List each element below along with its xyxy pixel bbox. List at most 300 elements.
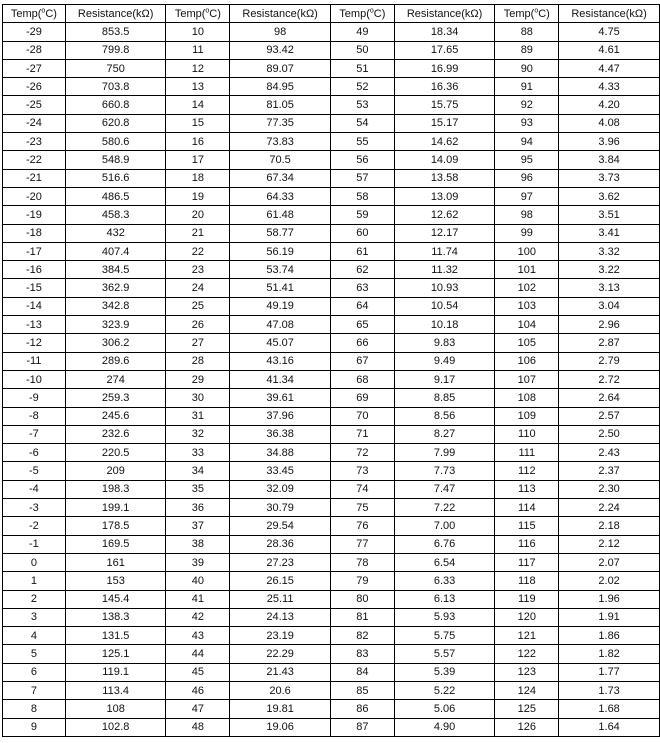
temp-cell: 6 <box>3 663 66 681</box>
table-row <box>3 608 660 626</box>
temp-cell: 12 <box>166 59 230 77</box>
temp-cell: 60 <box>330 224 394 242</box>
resistance-cell: 4.61 <box>559 41 660 59</box>
table-container <box>2 4 660 737</box>
resistance-cell: 17.65 <box>394 41 495 59</box>
resistance-cell: 362.9 <box>65 279 166 297</box>
temp-cell: -6 <box>3 444 66 462</box>
resistance-cell: 9.17 <box>394 370 495 388</box>
resistance-cell: 84.95 <box>230 78 331 96</box>
resistance-cell: 16.36 <box>394 78 495 96</box>
resistance-cell: 2.43 <box>559 444 660 462</box>
temp-cell: 72 <box>330 444 394 462</box>
resistance-cell: 11.32 <box>394 261 495 279</box>
temp-cell: -13 <box>3 316 66 334</box>
temp-cell: 73 <box>330 462 394 480</box>
resistance-cell: 1.82 <box>559 645 660 663</box>
temp-cell: 5 <box>3 645 66 663</box>
resistance-cell: 306.2 <box>65 334 166 352</box>
table-body <box>3 23 660 737</box>
temp-cell: 45 <box>166 663 230 681</box>
temp-cell: 76 <box>330 517 394 535</box>
temp-cell: 103 <box>495 297 559 315</box>
resistance-cell: 53.74 <box>230 261 331 279</box>
temp-cell: 54 <box>330 114 394 132</box>
resistance-cell: 3.62 <box>559 187 660 205</box>
temp-cell: 31 <box>166 407 230 425</box>
resistance-cell: 32.09 <box>230 480 331 498</box>
resistance-cell: 98 <box>230 23 331 41</box>
temp-cell: 40 <box>166 572 230 590</box>
temp-cell: 51 <box>330 59 394 77</box>
temp-cell: 99 <box>495 224 559 242</box>
temp-cell: 121 <box>495 627 559 645</box>
temp-cell: 11 <box>166 41 230 59</box>
resistance-cell: 3.04 <box>559 297 660 315</box>
temp-cell: 32 <box>166 425 230 443</box>
temp-cell: 37 <box>166 517 230 535</box>
header-temp-prefix: Temp( <box>339 7 370 20</box>
resistance-cell: 18.34 <box>394 23 495 41</box>
temp-cell: 58 <box>330 187 394 205</box>
temp-cell: 1 <box>3 572 66 590</box>
table-row <box>3 41 660 59</box>
temp-cell: -23 <box>3 133 66 151</box>
temp-cell: 20 <box>166 206 230 224</box>
table-row <box>3 279 660 297</box>
resistance-cell: 1.96 <box>559 590 660 608</box>
temp-cell: -19 <box>3 206 66 224</box>
resistance-cell: 1.73 <box>559 681 660 699</box>
table-row <box>3 114 660 132</box>
resistance-cell: 7.99 <box>394 444 495 462</box>
table-row <box>3 444 660 462</box>
table-row <box>3 663 660 681</box>
resistance-cell: 23.19 <box>230 627 331 645</box>
resistance-cell: 7.22 <box>394 499 495 517</box>
resistance-cell: 2.57 <box>559 407 660 425</box>
temp-cell: 63 <box>330 279 394 297</box>
temp-cell: 110 <box>495 425 559 443</box>
temp-cell: 46 <box>166 681 230 699</box>
resistance-cell: 13.09 <box>394 187 495 205</box>
resistance-cell: 2.96 <box>559 316 660 334</box>
resistance-cell: 3.13 <box>559 279 660 297</box>
temp-cell: 71 <box>330 425 394 443</box>
temp-cell: 62 <box>330 261 394 279</box>
table-row <box>3 59 660 77</box>
resistance-cell: 7.47 <box>394 480 495 498</box>
table-row <box>3 700 660 718</box>
resistance-cell: 131.5 <box>65 627 166 645</box>
resistance-cell: 22.29 <box>230 645 331 663</box>
temp-cell: 104 <box>495 316 559 334</box>
resistance-cell: 6.54 <box>394 553 495 571</box>
resistance-cell: 4.75 <box>559 23 660 41</box>
temp-cell: -29 <box>3 23 66 41</box>
resistance-cell: 1.91 <box>559 608 660 626</box>
temp-cell: 66 <box>330 334 394 352</box>
resistance-cell: 3.96 <box>559 133 660 151</box>
header-temp-suffix: C) <box>538 7 550 20</box>
table-row <box>3 572 660 590</box>
resistance-cell: 548.9 <box>65 151 166 169</box>
temp-cell: 123 <box>495 663 559 681</box>
resistance-cell: 4.20 <box>559 96 660 114</box>
temp-cell: 88 <box>495 23 559 41</box>
temp-cell: 25 <box>166 297 230 315</box>
resistance-cell: 2.30 <box>559 480 660 498</box>
temp-cell: 42 <box>166 608 230 626</box>
resistance-cell: 1.77 <box>559 663 660 681</box>
resistance-cell: 2.18 <box>559 517 660 535</box>
resistance-cell: 1.86 <box>559 627 660 645</box>
temp-cell: -1 <box>3 535 66 553</box>
table-row <box>3 462 660 480</box>
resistance-cell: 26.15 <box>230 572 331 590</box>
resistance-cell: 45.07 <box>230 334 331 352</box>
header-resistance: Resistance(kΩ) <box>394 5 495 23</box>
resistance-cell: 4.47 <box>559 59 660 77</box>
resistance-cell: 3.32 <box>559 242 660 260</box>
resistance-cell: 209 <box>65 462 166 480</box>
resistance-cell: 8.27 <box>394 425 495 443</box>
resistance-cell: 853.5 <box>65 23 166 41</box>
resistance-cell: 47.08 <box>230 316 331 334</box>
table-row <box>3 499 660 517</box>
temp-cell: 93 <box>495 114 559 132</box>
temp-cell: 83 <box>330 645 394 663</box>
temp-cell: 109 <box>495 407 559 425</box>
resistance-cell: 56.19 <box>230 242 331 260</box>
resistance-cell: 2.87 <box>559 334 660 352</box>
table-row <box>3 151 660 169</box>
table-row <box>3 206 660 224</box>
temp-cell: -12 <box>3 334 66 352</box>
header-temp-degree: o <box>41 6 46 14</box>
resistance-cell: 119.1 <box>65 663 166 681</box>
header-temp <box>495 5 559 23</box>
temp-cell: 111 <box>495 444 559 462</box>
temp-cell: 44 <box>166 645 230 663</box>
resistance-cell: 8.56 <box>394 407 495 425</box>
temp-cell: 24 <box>166 279 230 297</box>
temp-cell: 7 <box>3 681 66 699</box>
temp-cell: 41 <box>166 590 230 608</box>
temperature-resistance-table <box>2 4 660 737</box>
temp-cell: 114 <box>495 499 559 517</box>
header-temp-prefix: Temp( <box>174 7 206 20</box>
header-temp-suffix: C) <box>45 7 57 20</box>
resistance-cell: 516.6 <box>65 169 166 187</box>
temp-cell: 35 <box>166 480 230 498</box>
table-row <box>3 316 660 334</box>
resistance-cell: 37.96 <box>230 407 331 425</box>
temp-cell: -3 <box>3 499 66 517</box>
resistance-cell: 161 <box>65 553 166 571</box>
table-row <box>3 78 660 96</box>
resistance-cell: 73.83 <box>230 133 331 151</box>
temp-cell: 91 <box>495 78 559 96</box>
temp-cell: 98 <box>495 206 559 224</box>
resistance-cell: 15.17 <box>394 114 495 132</box>
temp-cell: 49 <box>330 23 394 41</box>
resistance-cell: 3.84 <box>559 151 660 169</box>
resistance-cell: 49.19 <box>230 297 331 315</box>
temp-cell: 96 <box>495 169 559 187</box>
resistance-cell: 12.17 <box>394 224 495 242</box>
resistance-cell: 2.07 <box>559 553 660 571</box>
temp-cell: 70 <box>330 407 394 425</box>
temp-cell: 22 <box>166 242 230 260</box>
temp-cell: 84 <box>330 663 394 681</box>
resistance-cell: 703.8 <box>65 78 166 96</box>
resistance-cell: 2.12 <box>559 535 660 553</box>
resistance-cell: 2.02 <box>559 572 660 590</box>
table-row <box>3 535 660 553</box>
temp-cell: 2 <box>3 590 66 608</box>
temp-cell: -22 <box>3 151 66 169</box>
temp-cell: -26 <box>3 78 66 96</box>
resistance-cell: 41.34 <box>230 370 331 388</box>
temp-cell: -28 <box>3 41 66 59</box>
resistance-cell: 232.6 <box>65 425 166 443</box>
resistance-cell: 27.23 <box>230 553 331 571</box>
temp-cell: 18 <box>166 169 230 187</box>
temp-cell: 115 <box>495 517 559 535</box>
temp-cell: 92 <box>495 96 559 114</box>
header-row <box>3 5 660 23</box>
table-row <box>3 627 660 645</box>
resistance-cell: 13.58 <box>394 169 495 187</box>
header-resistance: Resistance(kΩ) <box>559 5 660 23</box>
resistance-cell: 2.79 <box>559 352 660 370</box>
temp-cell: 124 <box>495 681 559 699</box>
temp-cell: 100 <box>495 242 559 260</box>
table-row <box>3 261 660 279</box>
resistance-cell: 153 <box>65 572 166 590</box>
resistance-cell: 145.4 <box>65 590 166 608</box>
resistance-cell: 660.8 <box>65 96 166 114</box>
temp-cell: 117 <box>495 553 559 571</box>
temp-cell: 26 <box>166 316 230 334</box>
temp-cell: -21 <box>3 169 66 187</box>
temp-cell: -25 <box>3 96 66 114</box>
temp-cell: 19 <box>166 187 230 205</box>
resistance-cell: 4.90 <box>394 718 495 736</box>
temp-cell: -5 <box>3 462 66 480</box>
temp-cell: -7 <box>3 425 66 443</box>
resistance-cell: 5.57 <box>394 645 495 663</box>
temp-cell: 126 <box>495 718 559 736</box>
resistance-cell: 486.5 <box>65 187 166 205</box>
temp-cell: 95 <box>495 151 559 169</box>
resistance-cell: 113.4 <box>65 681 166 699</box>
temp-cell: 87 <box>330 718 394 736</box>
temp-cell: 64 <box>330 297 394 315</box>
resistance-cell: 3.51 <box>559 206 660 224</box>
header-resistance: Resistance(kΩ) <box>65 5 166 23</box>
temp-cell: 74 <box>330 480 394 498</box>
resistance-cell: 323.9 <box>65 316 166 334</box>
temp-cell: 79 <box>330 572 394 590</box>
resistance-cell: 4.08 <box>559 114 660 132</box>
resistance-cell: 2.72 <box>559 370 660 388</box>
temp-cell: 80 <box>330 590 394 608</box>
resistance-cell: 14.62 <box>394 133 495 151</box>
header-temp-suffix: C) <box>373 7 386 20</box>
table-row <box>3 517 660 535</box>
temp-cell: 68 <box>330 370 394 388</box>
table-row <box>3 23 660 41</box>
resistance-cell: 51.41 <box>230 279 331 297</box>
temp-cell: 90 <box>495 59 559 77</box>
resistance-cell: 15.75 <box>394 96 495 114</box>
resistance-cell: 5.39 <box>394 663 495 681</box>
resistance-cell: 2.24 <box>559 499 660 517</box>
resistance-cell: 4.33 <box>559 78 660 96</box>
resistance-cell: 220.5 <box>65 444 166 462</box>
resistance-cell: 6.33 <box>394 572 495 590</box>
resistance-cell: 6.13 <box>394 590 495 608</box>
temp-cell: 77 <box>330 535 394 553</box>
resistance-cell: 12.62 <box>394 206 495 224</box>
temp-cell: 27 <box>166 334 230 352</box>
table-row <box>3 407 660 425</box>
temp-cell: -14 <box>3 297 66 315</box>
temp-cell: 29 <box>166 370 230 388</box>
temp-cell: 69 <box>330 389 394 407</box>
table-row <box>3 169 660 187</box>
resistance-cell: 289.6 <box>65 352 166 370</box>
resistance-cell: 620.8 <box>65 114 166 132</box>
temp-cell: 86 <box>330 700 394 718</box>
resistance-cell: 24.13 <box>230 608 331 626</box>
temp-cell: -24 <box>3 114 66 132</box>
resistance-cell: 384.5 <box>65 261 166 279</box>
temp-cell: 101 <box>495 261 559 279</box>
resistance-cell: 10.18 <box>394 316 495 334</box>
resistance-cell: 3.22 <box>559 261 660 279</box>
temp-cell: 119 <box>495 590 559 608</box>
temp-cell: 50 <box>330 41 394 59</box>
resistance-cell: 458.3 <box>65 206 166 224</box>
table-row <box>3 133 660 151</box>
temp-cell: -11 <box>3 352 66 370</box>
temp-cell: 105 <box>495 334 559 352</box>
header-temp <box>3 5 66 23</box>
header-temp <box>330 5 394 23</box>
resistance-cell: 81.05 <box>230 96 331 114</box>
resistance-cell: 6.76 <box>394 535 495 553</box>
resistance-cell: 93.42 <box>230 41 331 59</box>
resistance-cell: 58.77 <box>230 224 331 242</box>
resistance-cell: 20.6 <box>230 681 331 699</box>
table-row <box>3 224 660 242</box>
temp-cell: 61 <box>330 242 394 260</box>
resistance-cell: 245.6 <box>65 407 166 425</box>
table-row <box>3 187 660 205</box>
resistance-cell: 198.3 <box>65 480 166 498</box>
resistance-cell: 274 <box>65 370 166 388</box>
temp-cell: 118 <box>495 572 559 590</box>
resistance-cell: 21.43 <box>230 663 331 681</box>
temp-cell: 122 <box>495 645 559 663</box>
resistance-cell: 5.06 <box>394 700 495 718</box>
temp-cell: 8 <box>3 700 66 718</box>
temp-cell: 67 <box>330 352 394 370</box>
resistance-cell: 1.68 <box>559 700 660 718</box>
resistance-cell: 2.37 <box>559 462 660 480</box>
resistance-cell: 108 <box>65 700 166 718</box>
temp-cell: -9 <box>3 389 66 407</box>
temp-cell: 21 <box>166 224 230 242</box>
resistance-cell: 169.5 <box>65 535 166 553</box>
resistance-cell: 8.85 <box>394 389 495 407</box>
temp-cell: 38 <box>166 535 230 553</box>
temp-cell: 53 <box>330 96 394 114</box>
header-temp-degree: o <box>534 6 539 14</box>
temp-cell: 116 <box>495 535 559 553</box>
temp-cell: 56 <box>330 151 394 169</box>
resistance-cell: 43.16 <box>230 352 331 370</box>
header-temp <box>166 5 230 23</box>
temp-cell: 17 <box>166 151 230 169</box>
resistance-cell: 750 <box>65 59 166 77</box>
temp-cell: 48 <box>166 718 230 736</box>
temp-cell: 120 <box>495 608 559 626</box>
temp-cell: 78 <box>330 553 394 571</box>
resistance-cell: 7.73 <box>394 462 495 480</box>
resistance-cell: 9.83 <box>394 334 495 352</box>
resistance-cell: 34.88 <box>230 444 331 462</box>
resistance-cell: 33.45 <box>230 462 331 480</box>
resistance-cell: 259.3 <box>65 389 166 407</box>
resistance-cell: 125.1 <box>65 645 166 663</box>
table-row <box>3 645 660 663</box>
resistance-cell: 19.81 <box>230 700 331 718</box>
resistance-cell: 70.5 <box>230 151 331 169</box>
temp-cell: 81 <box>330 608 394 626</box>
resistance-cell: 799.8 <box>65 41 166 59</box>
resistance-cell: 16.99 <box>394 59 495 77</box>
resistance-cell: 39.61 <box>230 389 331 407</box>
temp-cell: 55 <box>330 133 394 151</box>
header-temp-prefix: Temp( <box>10 7 42 20</box>
temp-cell: 65 <box>330 316 394 334</box>
temp-cell: 52 <box>330 78 394 96</box>
resistance-cell: 7.00 <box>394 517 495 535</box>
header-temp-degree: o <box>205 6 210 14</box>
resistance-cell: 25.11 <box>230 590 331 608</box>
resistance-cell: 14.09 <box>394 151 495 169</box>
resistance-cell: 29.54 <box>230 517 331 535</box>
resistance-cell: 432 <box>65 224 166 242</box>
temp-cell: 102 <box>495 279 559 297</box>
resistance-cell: 77.35 <box>230 114 331 132</box>
table-row <box>3 480 660 498</box>
table-row <box>3 352 660 370</box>
temp-cell: 107 <box>495 370 559 388</box>
header-temp-suffix: C) <box>209 7 221 20</box>
temp-cell: 4 <box>3 627 66 645</box>
resistance-cell: 138.3 <box>65 608 166 626</box>
table-row <box>3 370 660 388</box>
resistance-cell: 3.73 <box>559 169 660 187</box>
temp-cell: 15 <box>166 114 230 132</box>
temp-cell: -20 <box>3 187 66 205</box>
temp-cell: 9 <box>3 718 66 736</box>
